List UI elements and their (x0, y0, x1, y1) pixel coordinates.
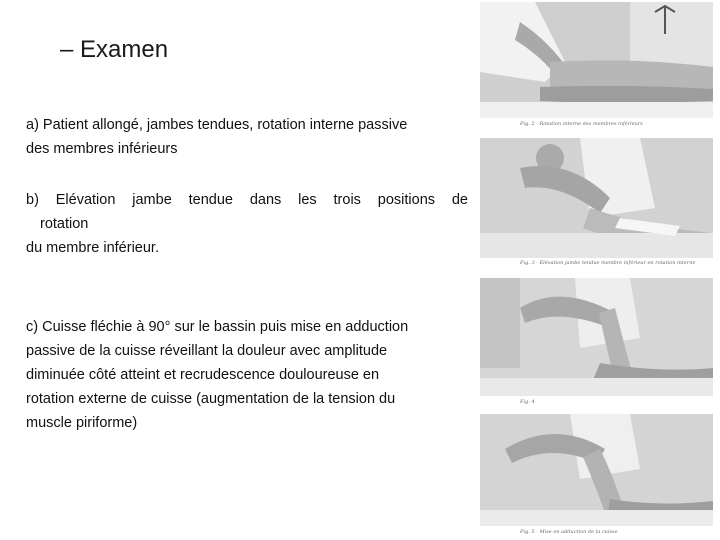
exam-item-c-line3: diminuée côté atteint et recrudescence douloureuse en (26, 367, 380, 383)
exam-photo-1-caption: Fig. 2 - Rotation interne des membres inférieurs (520, 121, 643, 127)
exam-photo-1 (480, 2, 713, 118)
exam-item-a (26, 113, 466, 161)
exam-item-b-line1: b) Elévation jambe tendue dans les trois positions de (26, 192, 468, 208)
exam-item-b-line3: du membre inférieur. (26, 240, 159, 256)
exam-photo-3-caption: Fig. 4 (520, 399, 535, 405)
exam-item-a-line1: a) Patient allongé, jambes tendues, rotation interne passive (26, 117, 408, 133)
exam-item-a-line2: des membres inférieurs (26, 141, 178, 157)
exam-photo-4 (480, 414, 713, 526)
slide-title: – Examen (60, 36, 169, 63)
exam-item-b-line2: rotation (40, 216, 89, 232)
exam-photo-2 (480, 138, 713, 258)
exam-photo-3 (480, 278, 713, 396)
exam-item-b (26, 188, 468, 260)
exam-item-c (26, 315, 466, 435)
exam-item-c-line1: c) Cuisse fléchie à 90° sur le bassin puis mise en adduction (26, 319, 409, 335)
exam-item-c-line2: passive de la cuisse réveillant la douleur avec amplitude (26, 343, 388, 359)
exam-photo-2-caption: Fig. 3 - Élévation jambe tendue membre inférieur en rotation interne (520, 260, 696, 266)
exam-photo-4-caption: Fig. 5 - Mise en adduction de la cuisse (520, 529, 618, 535)
exam-item-c-line5: muscle piriforme) (26, 415, 138, 431)
exam-item-c-line4: rotation externe de cuisse (augmentation de la tension du (26, 391, 396, 407)
